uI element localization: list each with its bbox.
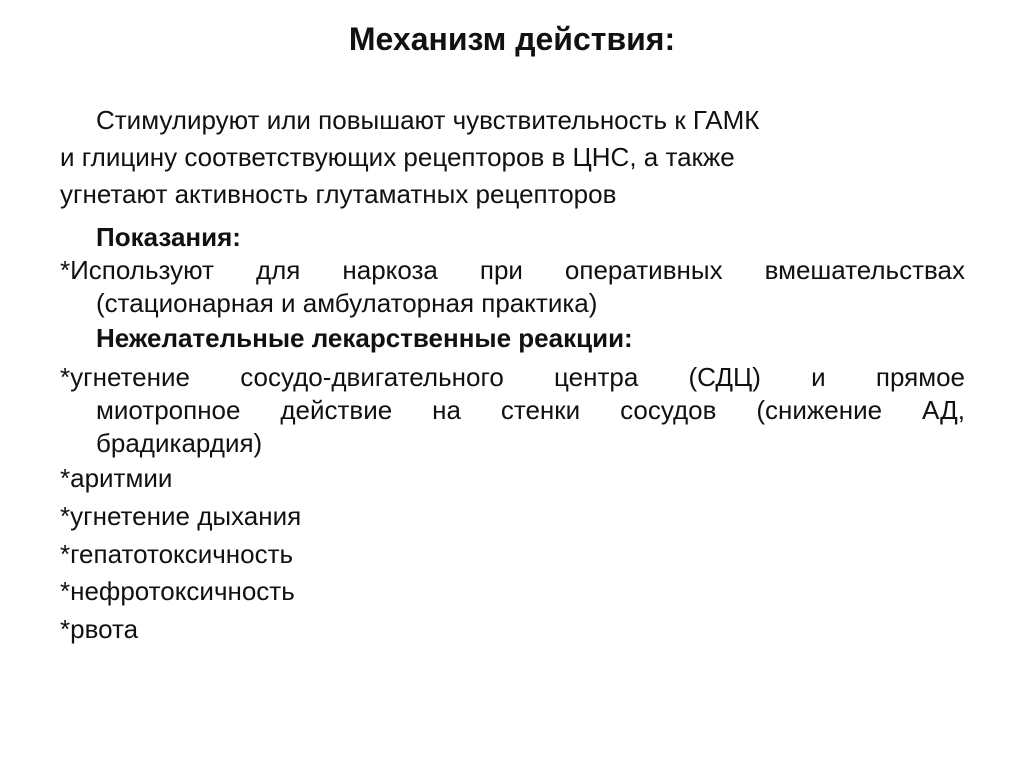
slide-title: Механизм действия: <box>348 21 676 57</box>
adr-item-5: *нефротоксичность <box>60 576 295 606</box>
slide-body <box>60 104 965 646</box>
adr-item-6: *рвота <box>60 614 139 644</box>
adr-item-3: *угнетение дыхания <box>60 501 302 531</box>
mechanism-line-3: угнетают активность глутаматных рецепторов <box>60 179 617 209</box>
adverse-reactions-heading: Нежелательные лекарственные реакции: <box>96 323 633 353</box>
adr-item-1-line-2: миотропное действие на стенки сосудов (снижение АД, <box>96 395 965 425</box>
indications-heading: Показания: <box>96 222 241 252</box>
adr-item-1-line-3: брадикардия) <box>96 428 263 458</box>
indications-item-line-1: *Используют для наркоза при оперативных вмешательствах <box>60 255 965 285</box>
adr-item-2: *аритмии <box>60 463 173 493</box>
indications-item-line-2: (стационарная и амбулаторная практика) <box>96 288 598 318</box>
adr-item-4: *гепатотоксичность <box>60 539 294 569</box>
mechanism-line-2: и глицину соответствующих рецепторов в ЦНС, а также <box>60 142 735 172</box>
mechanism-line-1: Стимулируют или повышают чувствительность к ГАМК <box>96 105 760 135</box>
adr-item-1-line-1: *угнетение сосудо-двигательного центра (СДЦ) и прямое <box>60 362 965 392</box>
